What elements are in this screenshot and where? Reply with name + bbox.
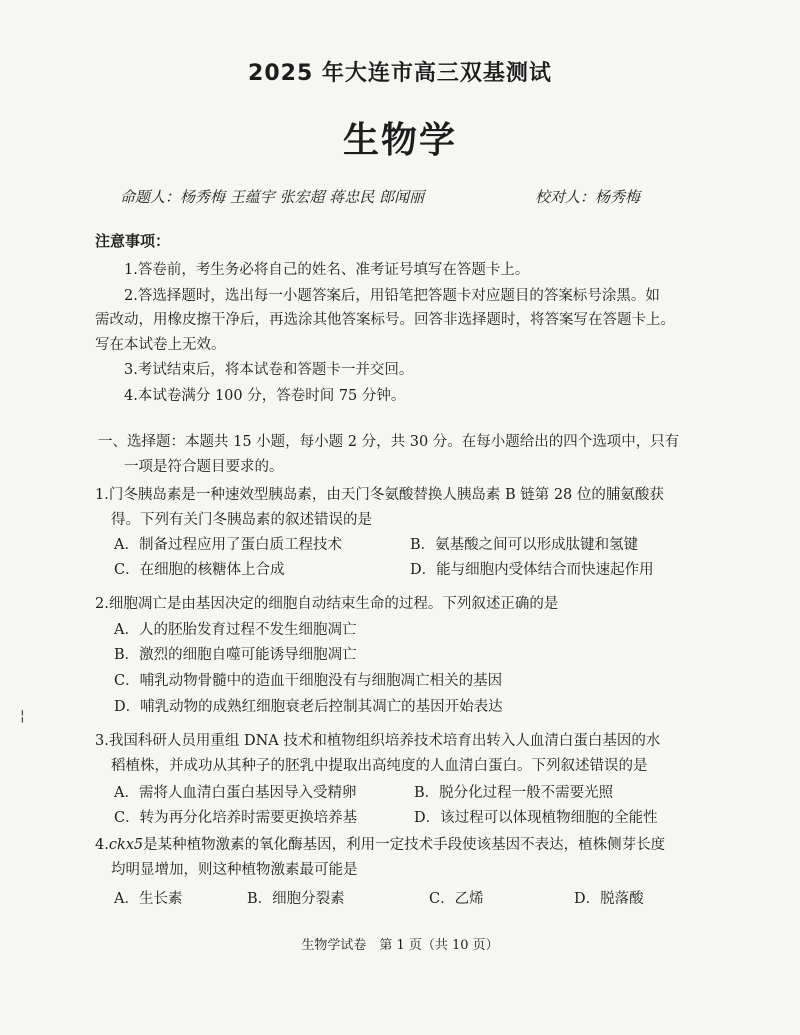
question-4-number: 4. — [95, 837, 109, 853]
question-1-option-d: D．能与细胞内受体结合而快速起作用 — [410, 562, 654, 578]
section-instructions-cont: 一项是符合题目要求的。 — [124, 459, 284, 475]
notice-item: 写在本试卷上无效。 — [95, 337, 226, 353]
question-2-option-a: A．人的胚胎发育过程不发生细胞凋亡 — [114, 622, 357, 638]
question-4-option-d: D．脱落酸 — [574, 891, 644, 907]
question-1-stem-cont: 得。下列有关门冬胰岛素的叙述错误的是 — [111, 512, 372, 528]
notice-item: 3.考试结束后，将本试卷和答题卡一并交回。 — [124, 362, 414, 378]
question-3-stem-cont: 稻植株，并成功从其种子的胚乳中提取出高纯度的人血清白蛋白。下列叙述错误的是 — [111, 758, 648, 774]
section-instructions: 一、选择题：本题共 15 小题，每小题 2 分，共 30 分。在每小题给出的四个选项中，只有 — [98, 434, 680, 450]
question-2-option-b: B．激烈的细胞自噬可能诱导细胞凋亡 — [114, 647, 357, 663]
question-2-option-c: C．哺乳动物骨髓中的造血干细胞没有与细胞凋亡相关的基因 — [114, 673, 503, 689]
question-4-stem — [95, 833, 665, 854]
gene-name: ckx5 — [108, 837, 144, 853]
question-2-stem: 2.细胞凋亡是由基因决定的细胞自动结束生命的过程。下列叙述正确的是 — [95, 596, 559, 612]
question-2-option-d: D．哺乳动物的成熟红细胞衰老后控制其凋亡的基因开始表达 — [114, 699, 503, 715]
question-4-stem-text: 是某种植物激素的氧化酶基因，利用一定技术手段使该基因不表达，植株侧芽长度 — [143, 837, 666, 853]
question-1-option-a: A．制备过程应用了蛋白质工程技术 — [114, 537, 342, 553]
question-3-stem: 3.我国科研人员用重组 DNA 技术和植物组织培养技术培育出转入人血清白蛋白基因的水 — [95, 733, 661, 749]
question-1-option-c: C．在细胞的核糖体上合成 — [114, 562, 285, 578]
question-4-option-b: B．细胞分裂素 — [247, 891, 345, 907]
proofreader-line: 校对人：杨秀梅 — [535, 188, 641, 206]
notice-item: 需改动，用橡皮擦干净后，再选涂其他答案标号。回答非选择题时，将答案写在答题卡上。 — [95, 312, 675, 328]
question-4-option-c: C．乙烯 — [429, 891, 484, 907]
question-3-option-a: A．需将人血清白蛋白基因导入受精卵 — [114, 785, 357, 801]
notice-item: 4.本试卷满分 100 分，答卷时间 75 分钟。 — [124, 388, 406, 404]
question-4-option-a: A．生长素 — [114, 891, 183, 907]
page-footer: 生物学试卷 第 1 页（共 10 页） — [301, 938, 499, 953]
question-3-option-b: B．脱分化过程一般不需要光照 — [414, 785, 614, 801]
question-3-option-d: D．该过程可以体现植物细胞的全能性 — [414, 810, 658, 826]
notice-item: 2.答选择题时，选出每一小题答案后，用铅笔把答题卡对应题目的答案标号涂黑。如 — [124, 288, 660, 304]
question-1-option-b: B．氨基酸之间可以形成肽键和氢键 — [410, 537, 639, 553]
question-4-stem-cont: 均明显增加，则这种植物激素最可能是 — [111, 862, 358, 878]
subject-title: 生物学 — [342, 120, 457, 161]
notice-heading: 注意事项： — [95, 232, 171, 250]
margin-mark: ¦ — [20, 708, 25, 724]
notice-item: 1.答卷前，考生务必将自己的姓名、准考证号填写在答题卡上。 — [124, 262, 530, 278]
question-3-option-c: C．转为再分化培养时需要更换培养基 — [114, 810, 358, 826]
authors-line: 命题人：杨秀梅 王蕴宇 张宏超 蒋忠民 郎闻丽 — [120, 188, 425, 206]
exam-title: 2025 年大连市高三双基测试 — [248, 61, 552, 86]
question-1-stem: 1.门冬胰岛素是一种速效型胰岛素，由天门冬氨酸替换人胰岛素 B 链第 28 位的脯氨酸获 — [95, 487, 664, 503]
